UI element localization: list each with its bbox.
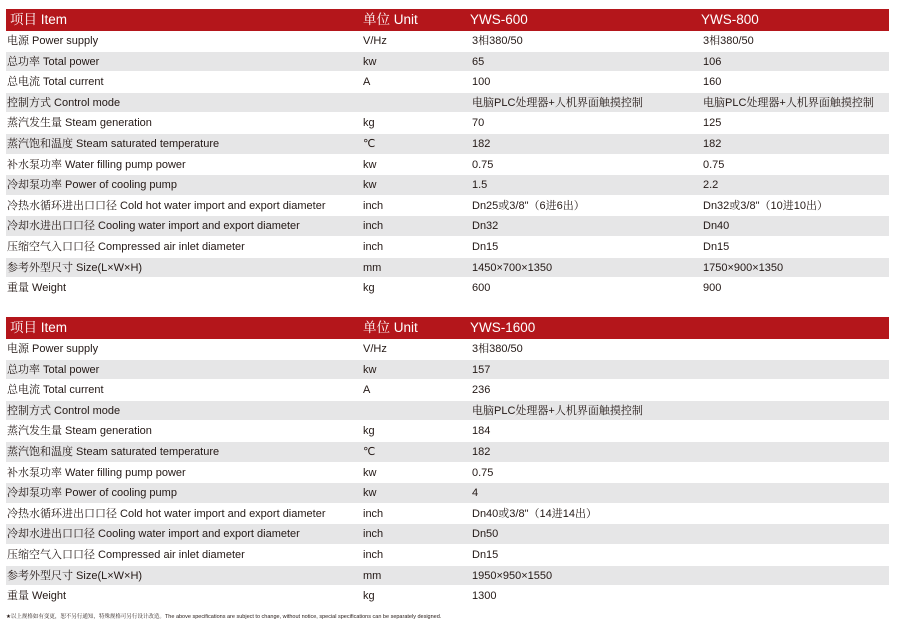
row-unit: kw — [363, 55, 377, 68]
header-model-yws-600: YWS-600 — [470, 12, 528, 27]
row-unit: inch — [363, 220, 384, 233]
row-value: 125 — [703, 117, 722, 130]
row-value: 106 — [703, 55, 722, 68]
row-value: 182 — [472, 445, 491, 458]
row-unit: mm — [363, 261, 382, 274]
row-item-label: 冷却泵功率 Power of cooling pump — [7, 179, 177, 192]
row-value: 1750×900×1350 — [703, 261, 784, 274]
row-value: 1300 — [472, 590, 497, 603]
row-value: 900 — [703, 282, 722, 295]
row-item-label: 电源 Power supply — [7, 35, 99, 47]
table-row — [6, 463, 889, 484]
row-unit: ℃ — [363, 137, 376, 150]
table-header — [6, 317, 889, 339]
row-unit: ℃ — [363, 445, 376, 458]
header-item: 项目 Item — [10, 320, 68, 335]
header-unit: 单位 Unit — [363, 12, 418, 27]
row-item-label: 压缩空气入口口径 Compressed air inlet diameter — [7, 240, 245, 253]
row-unit: kg — [363, 590, 375, 603]
row-value: 65 — [472, 55, 485, 68]
row-item-label: 冷热水循环进出口口径 Cold hot water import and export diameter — [7, 507, 326, 520]
table-row — [6, 175, 889, 196]
table-row — [6, 93, 889, 114]
row-value: Dn15 — [472, 240, 499, 253]
row-item-label: 蒸汽发生量 Steam generation — [7, 117, 152, 130]
header-unit: 单位 Unit — [363, 320, 418, 335]
header-model-yws-800: YWS-800 — [701, 12, 759, 27]
row-value: 600 — [472, 282, 491, 295]
row-unit: kg — [363, 117, 375, 130]
row-value: 3相380/50 — [703, 35, 754, 47]
row-item-label: 总功率 Total power — [7, 55, 100, 68]
row-value: Dn40 — [703, 220, 730, 233]
spec-table-yws-1600 — [6, 317, 889, 607]
row-item-label: 蒸汽发生量 Steam generation — [7, 425, 152, 438]
table-row — [6, 504, 889, 525]
row-unit: kw — [363, 179, 377, 192]
row-value: Dn15 — [472, 548, 499, 561]
row-value: 0.75 — [472, 466, 494, 479]
row-item-label: 补水泵功率 Water filling pump power — [7, 158, 186, 171]
row-item-label: 参考外型尺寸 Size(L×W×H) — [7, 261, 143, 274]
row-value: 3相380/50 — [472, 343, 523, 355]
row-item-label: 冷却水进出口口径 Cooling water import and export diameter — [7, 220, 300, 233]
row-value: Dn50 — [472, 528, 499, 541]
header-model-yws-1600: YWS-1600 — [470, 320, 536, 335]
row-unit: kw — [363, 487, 377, 500]
row-value: 236 — [472, 384, 491, 397]
row-item-label: 补水泵功率 Water filling pump power — [7, 466, 186, 479]
table-header — [6, 9, 889, 31]
row-value: 0.75 — [703, 158, 725, 171]
row-unit: inch — [363, 199, 384, 212]
row-value: 电脑PLC处理器+人机界面触摸控制 — [472, 404, 643, 417]
table-row — [6, 339, 889, 360]
row-value: Dn25或3/8"（6进6出） — [472, 199, 585, 212]
row-item-label: 蒸汽饱和温度 Steam saturated temperature — [7, 445, 220, 458]
row-value: 182 — [472, 137, 491, 150]
table-row — [6, 380, 889, 401]
table-row — [6, 483, 889, 504]
table-row — [6, 72, 889, 93]
row-unit: A — [363, 384, 371, 397]
row-value: 1950×950×1550 — [472, 569, 553, 582]
table-row — [6, 421, 889, 442]
row-unit: inch — [363, 528, 384, 541]
row-item-label: 电源 Power supply — [7, 343, 99, 355]
row-item-label: 控制方式 Control mode — [7, 404, 121, 417]
row-value: 1450×700×1350 — [472, 261, 553, 274]
row-unit: V/Hz — [363, 35, 387, 47]
row-unit: A — [363, 76, 371, 89]
row-value: 184 — [472, 425, 491, 438]
row-item-label: 总电流 Total current — [7, 384, 104, 397]
row-item-label: 冷却泵功率 Power of cooling pump — [7, 487, 177, 500]
table-row — [6, 237, 889, 258]
row-value: 电脑PLC处理器+人机界面触摸控制 — [703, 96, 874, 109]
row-value: 0.75 — [472, 158, 494, 171]
row-unit: kw — [363, 466, 377, 479]
row-value: 70 — [472, 117, 485, 130]
table-row — [6, 113, 889, 134]
row-item-label: 蒸汽饱和温度 Steam saturated temperature — [7, 137, 220, 150]
row-item-label: 控制方式 Control mode — [7, 96, 121, 109]
row-unit: kw — [363, 363, 377, 376]
row-item-label: 重量 Weight — [7, 590, 67, 603]
row-unit: inch — [363, 507, 384, 520]
row-unit: kw — [363, 158, 377, 171]
table-row — [6, 278, 889, 299]
header-item: 项目 Item — [10, 12, 68, 27]
row-value: 1.5 — [472, 179, 488, 192]
row-item-label: 总功率 Total power — [7, 363, 100, 376]
row-value: 2.2 — [703, 179, 719, 192]
spec-table-yws-600-800 — [6, 9, 889, 299]
table-row — [6, 52, 889, 73]
table-body — [6, 31, 889, 299]
table-row — [6, 360, 889, 381]
row-item-label: 冷却水进出口口径 Cooling water import and export diameter — [7, 528, 300, 541]
footnote: ★以上规格如有变更，恕不另行通知，特殊规格可另行设计改造。The above specifications are subject to change, without notice, special specifications can be separately designed. — [6, 614, 442, 620]
row-value: 3相380/50 — [472, 35, 523, 47]
table-row — [6, 196, 889, 217]
table-body — [6, 339, 889, 607]
table-row — [6, 216, 889, 237]
row-unit: mm — [363, 569, 382, 582]
table-row — [6, 401, 889, 422]
row-value: Dn40或3/8"（14进14出） — [472, 507, 597, 520]
row-unit: inch — [363, 240, 384, 253]
row-item-label: 总电流 Total current — [7, 76, 104, 89]
row-value: 157 — [472, 363, 491, 376]
row-unit: inch — [363, 548, 384, 561]
table-row — [6, 155, 889, 176]
table-row — [6, 524, 889, 545]
table-row — [6, 586, 889, 607]
row-item-label: 参考外型尺寸 Size(L×W×H) — [7, 569, 143, 582]
row-item-label: 重量 Weight — [7, 282, 67, 295]
table-row — [6, 442, 889, 463]
row-value: 100 — [472, 76, 491, 89]
row-value: 182 — [703, 137, 722, 150]
row-value: 4 — [472, 487, 479, 500]
row-unit: kg — [363, 282, 375, 295]
row-item-label: 冷热水循环进出口口径 Cold hot water import and export diameter — [7, 199, 326, 212]
row-value: Dn32 — [472, 220, 499, 233]
row-value: Dn15 — [703, 240, 730, 253]
row-value: 电脑PLC处理器+人机界面触摸控制 — [472, 96, 643, 109]
table-row — [6, 566, 889, 587]
row-value: 160 — [703, 76, 722, 89]
row-unit: kg — [363, 425, 375, 438]
row-unit: V/Hz — [363, 343, 387, 355]
row-value: Dn32或3/8"（10进10出） — [703, 199, 828, 212]
table-row — [6, 31, 889, 52]
table-row — [6, 134, 889, 155]
table-row — [6, 258, 889, 279]
row-item-label: 压缩空气入口口径 Compressed air inlet diameter — [7, 548, 245, 561]
table-row — [6, 545, 889, 566]
